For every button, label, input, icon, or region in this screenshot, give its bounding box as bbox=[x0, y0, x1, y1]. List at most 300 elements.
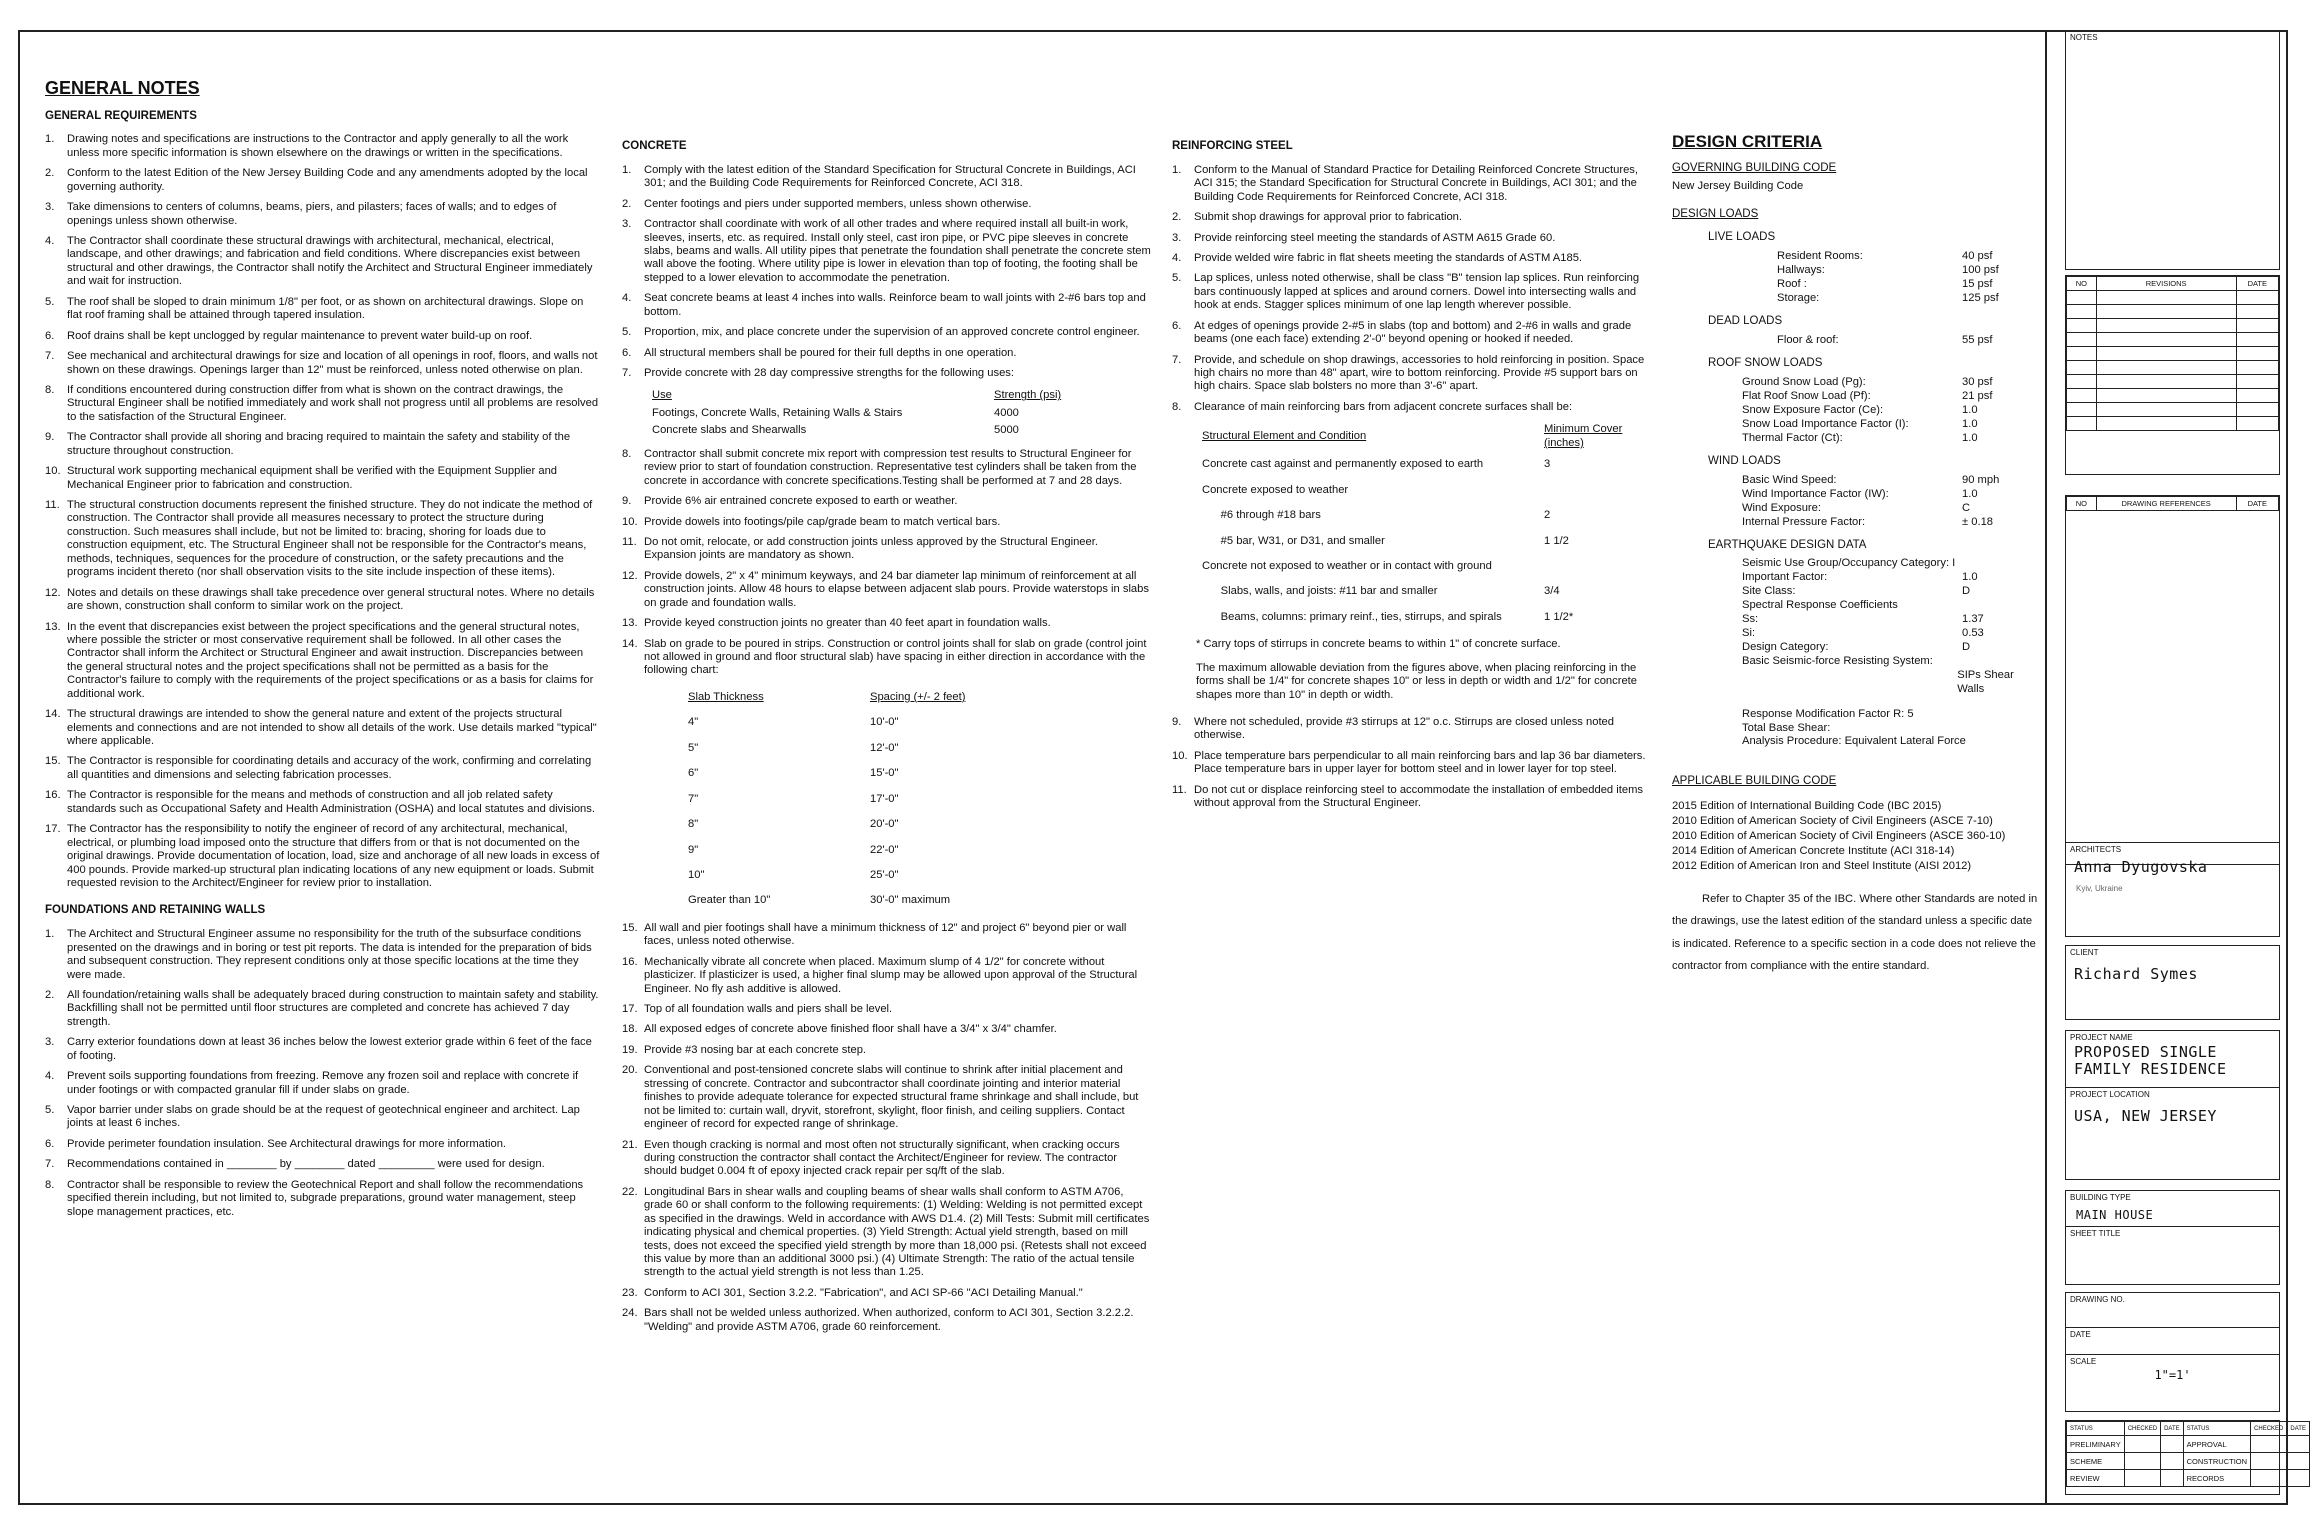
design-row bbox=[1777, 291, 2042, 305]
list-item bbox=[45, 431, 600, 458]
item-text: The Contractor is responsible for the means and methods of construction and all job related safety standards such as Occupational Safety and Health Administration (OSHA) and local statutes and divisions. bbox=[67, 789, 595, 815]
list-item bbox=[622, 292, 1152, 319]
design-value: 0.53 bbox=[1962, 627, 1984, 640]
design-row bbox=[1777, 277, 2042, 291]
item-text: Vapor barrier under slabs on grade should be at the request of geotechnical engineer and architect. Lap joints at least 6 inches. bbox=[67, 1104, 580, 1130]
grid-cell bbox=[2067, 347, 2097, 361]
item-number: 3. bbox=[1172, 231, 1182, 244]
project-name: PROPOSED SINGLE FAMILY RESIDENCE bbox=[2074, 1043, 2227, 1078]
design-label: Spectral Response Coefficients bbox=[1742, 599, 1898, 612]
building-type-label: BUILDING TYPE bbox=[2070, 1193, 2131, 1202]
concrete-heading: CONCRETE bbox=[622, 140, 687, 152]
grid-cell bbox=[2096, 319, 2236, 333]
status-row bbox=[2067, 1470, 2310, 1487]
status-header-cell: STATUS bbox=[2067, 1422, 2125, 1436]
list-item bbox=[1172, 320, 1652, 347]
design-criteria-column bbox=[1672, 132, 2042, 978]
list-item bbox=[622, 198, 1152, 211]
table-cell: 4000 bbox=[994, 406, 1019, 419]
table-cell: 15'-0" bbox=[870, 767, 899, 780]
snow-loads-heading: ROOF SNOW LOADS bbox=[1708, 357, 1823, 370]
list-item bbox=[622, 367, 1152, 380]
dead-loads-list bbox=[1777, 333, 2042, 347]
grid-cell bbox=[2067, 361, 2097, 375]
design-value: 15 psf bbox=[1962, 278, 1993, 291]
item-text: Center footings and piers under supported members, unless shown otherwise. bbox=[644, 197, 1032, 210]
item-number: 19. bbox=[622, 1043, 638, 1056]
status-cell: PRELIMINARY bbox=[2067, 1436, 2125, 1453]
design-row bbox=[1777, 333, 2042, 347]
item-number: 10. bbox=[622, 515, 638, 528]
table-header-cell: Minimum Cover (inches) bbox=[1544, 423, 1623, 449]
drawing-references-table bbox=[2066, 496, 2279, 511]
live-loads-heading: LIVE LOADS bbox=[1708, 231, 1776, 244]
table-row bbox=[1196, 529, 1652, 554]
item-number: 21. bbox=[622, 1138, 638, 1151]
item-number: 15. bbox=[622, 921, 638, 934]
earthquake-extra bbox=[1742, 708, 2042, 748]
list-item bbox=[45, 133, 600, 160]
list-item bbox=[45, 1104, 600, 1131]
table-cell: #6 through #18 bars bbox=[1202, 509, 1321, 522]
item-text: Do not omit, relocate, or add construction joints unless approved by the Structural Engineer. Expansion joints are mandatory as shown. bbox=[644, 535, 1098, 562]
table-row bbox=[682, 838, 971, 863]
item-text: The structural construction documents represent the finished structure. They do not indicate the method of construction. The Contractor shall provide all measures necessary to protect the structure during construction. Such measures shall include, but not be limited to: bracing, shoring for loads due to construction equipment, etc. The Structural Engineer shall not be responsible for the Contractor's means, methods, techniques, sequences for the procedure of construction, or the safety precautions and the programs incident thereto (nor shall observation visits to the site include inspection of these items). bbox=[67, 499, 593, 579]
item-number: 12. bbox=[622, 569, 638, 582]
table-cell: Footings, Concrete Walls, Retaining Walls & Stairs bbox=[652, 406, 903, 419]
item-number: 24. bbox=[622, 1307, 638, 1320]
list-item bbox=[622, 570, 1152, 610]
item-text: Submit shop drawings for approval prior to fabrication. bbox=[1194, 211, 1463, 224]
table-header-cell: Structural Element and Condition bbox=[1202, 430, 1367, 443]
table-header-cell: Strength (psi) bbox=[994, 389, 1062, 402]
item-number: 3. bbox=[45, 201, 55, 214]
status-cell bbox=[2251, 1436, 2287, 1453]
item-text: Provide dowels, 2" x 4" minimum keyways, and 24 bar diameter lap minimum of reinforcement at all construction joints. Allow 48 hours to elapse between adjacent slab pours. Provide waterstops in slabs on grade and foundation walls. bbox=[644, 569, 1149, 609]
client-label: CLIENT bbox=[2070, 948, 2099, 957]
grid-cell bbox=[2236, 417, 2278, 431]
list-item bbox=[45, 1070, 600, 1097]
design-value: 90 mph bbox=[1962, 473, 2000, 486]
item-text: Place temperature bars perpendicular to all main reinforcing bars and lap 36 bar diameters. Place temperature bars in upper layer for bottom steel and in lower layer for top steel. bbox=[1194, 749, 1646, 776]
item-text: The Contractor shall coordinate these structural drawings with architectural, mechanical, electrical, landscape, and other drawings; and fabrication and field conditions. Where discrepancies exist between structural and other drawings, the Contractor shall notify the Architect and Structural Engineer immediately and wait for instruction. bbox=[67, 235, 593, 288]
architect-name: Anna Dyugovska bbox=[2074, 858, 2208, 876]
design-row bbox=[1742, 403, 2042, 417]
live-loads-list bbox=[1777, 249, 2042, 305]
table-cell: 3/4 bbox=[1544, 585, 1560, 598]
design-value: 40 psf bbox=[1962, 250, 1993, 263]
applicable-code-item: 2010 Edition of American Society of Civil Engineers (ASCE 360-10) bbox=[1672, 829, 2006, 842]
list-item bbox=[45, 465, 600, 492]
design-label: Wind Importance Factor (IW): bbox=[1742, 487, 1889, 500]
status-header-cell: STATUS bbox=[2183, 1422, 2250, 1436]
list-item bbox=[622, 347, 1152, 360]
item-text: Roof drains shall be kept unclogged by regular maintenance to prevent water build-up on roof. bbox=[67, 329, 533, 342]
item-number: 22. bbox=[622, 1185, 638, 1198]
status-cell bbox=[2124, 1453, 2160, 1470]
item-text: At edges of openings provide 2-#5 in slabs (top and bottom) and 2-#6 in walls and grade beams (one each face) extending 2'-0" beyond opening or hooked if needed. bbox=[1194, 319, 1632, 346]
applicable-code-item: 2014 Edition of American Concrete Institute (ACI 318-14) bbox=[1672, 844, 1955, 857]
grid-row bbox=[2067, 403, 2279, 417]
list-item bbox=[45, 350, 600, 377]
list-item bbox=[45, 296, 600, 323]
list-item bbox=[1172, 750, 1652, 777]
design-value: 55 psf bbox=[1962, 334, 1993, 347]
status-cell: RECORDS bbox=[2183, 1470, 2250, 1487]
design-row bbox=[1742, 487, 2042, 501]
design-row bbox=[1742, 501, 2042, 515]
grid-row bbox=[2067, 389, 2279, 403]
item-number: 13. bbox=[622, 617, 638, 630]
slab-spacing-table bbox=[682, 685, 971, 914]
item-number: 5. bbox=[45, 295, 55, 308]
list-item bbox=[45, 167, 600, 194]
list-item bbox=[622, 1186, 1152, 1280]
earthquake-line: Total Base Shear: bbox=[1742, 721, 1831, 734]
grid-cell bbox=[2096, 361, 2236, 375]
item-text: Do not cut or displace reinforcing steel to accommodate the installation of embedded items without approval from the Structural Engineer. bbox=[1194, 783, 1643, 810]
item-number: 23. bbox=[622, 1286, 638, 1299]
list-item bbox=[45, 755, 600, 782]
item-text: Even though cracking is normal and most often not structurally significant, when cracking occurs during construction the contractor shall contact the Architect/Engineer for review. The contractor should budget 0.004 ft of epoxy injected crack repair per sq/ft of the slab. bbox=[644, 1138, 1120, 1178]
list-item bbox=[622, 218, 1152, 285]
design-label: Basic Wind Speed: bbox=[1742, 473, 1837, 486]
date-label: DATE bbox=[2066, 1327, 2279, 1354]
status-cell bbox=[2251, 1453, 2287, 1470]
table-row bbox=[682, 736, 971, 761]
list-item bbox=[622, 164, 1152, 191]
table-cell: 8" bbox=[688, 818, 699, 831]
list-item bbox=[45, 621, 600, 702]
item-text: Prevent soils supporting foundations from freezing. Remove any frozen soil and replace with concrete if under footings or with compacted granular fill if under slabs on grade. bbox=[67, 1070, 579, 1096]
drawing-no-label: DRAWING NO. bbox=[2070, 1295, 2125, 1304]
list-item bbox=[45, 330, 600, 343]
grid-header-cell: REVISIONS bbox=[2096, 277, 2236, 291]
item-number: 14. bbox=[622, 637, 638, 650]
design-row bbox=[1777, 263, 2042, 277]
design-value: 1.37 bbox=[1962, 613, 1984, 626]
design-row bbox=[1742, 515, 2042, 529]
table-cell: 22'-0" bbox=[870, 843, 899, 856]
item-text: Provide concrete with 28 day compressive strengths for the following uses: bbox=[644, 367, 1014, 380]
project-box bbox=[2065, 1030, 2280, 1180]
table-cell: #5 bar, W31, or D31, and smaller bbox=[1202, 534, 1385, 547]
notes-box bbox=[2065, 30, 2280, 270]
item-number: 1. bbox=[45, 133, 55, 146]
status-header-cell: DATE bbox=[2287, 1422, 2310, 1436]
item-number: 7. bbox=[622, 367, 632, 380]
general-requirements-heading: GENERAL REQUIREMENTS bbox=[45, 109, 197, 122]
grid-header-cell: DATE bbox=[2236, 497, 2278, 511]
status-header-cell: DATE bbox=[2161, 1422, 2184, 1436]
concrete-list-b bbox=[622, 448, 1152, 678]
item-text: Mechanically vibrate all concrete when placed. Maximum slump of 4 1/2" for concrete without plasticizer. If plasticizer is used, a higher final slump may be allowed upon approval of the Structural Engineer. No fly ash additive is allowed. bbox=[644, 955, 1138, 995]
table-header-row bbox=[682, 685, 971, 710]
table-cell: 12'-0" bbox=[870, 741, 899, 754]
applicable-code-item: 2015 Edition of International Building Code (IBC 2015) bbox=[1672, 799, 1942, 812]
design-label: Basic Seismic-force Resisting System: bbox=[1742, 655, 1933, 668]
list-item bbox=[622, 1064, 1152, 1131]
status-cell bbox=[2287, 1436, 2310, 1453]
deviation-note: The maximum allowable deviation from the figures above, when placing reinforcing in the forms shall be 1/4" for concrete shapes 10" or less in depth or width and 1/2" for concrete shapes more than 10" in depth or width. bbox=[1196, 661, 1638, 701]
design-row bbox=[1742, 584, 2042, 598]
architect-location: Kyiv, Ukraine bbox=[2076, 884, 2123, 893]
dead-loads-heading: DEAD LOADS bbox=[1708, 315, 1783, 328]
item-text: Where not scheduled, provide #3 stirrups at 12" o.c. Stirrups are closed unless noted otherwise. bbox=[1194, 716, 1615, 742]
earthquake-line: Response Modification Factor R: 5 bbox=[1742, 708, 1914, 721]
list-item bbox=[45, 928, 600, 982]
applicable-code-item: 2010 Edition of American Society of Civil Engineers (ASCE 7-10) bbox=[1672, 814, 1993, 827]
item-number: 13. bbox=[45, 620, 61, 633]
design-label: Thermal Factor (Ct): bbox=[1742, 431, 1843, 444]
item-number: 8. bbox=[45, 383, 55, 396]
grid-row bbox=[2067, 347, 2279, 361]
grid-cell bbox=[2236, 389, 2278, 403]
item-number: 1. bbox=[1172, 163, 1182, 176]
item-number: 9. bbox=[1172, 716, 1182, 729]
item-text: The Architect and Structural Engineer assume no responsibility for the truth of the subsurface conditions presented on the drawings and in boring or test pit reports. The data is intended for the preparation of bids and subsequent construction. They represent conditions only at those specific locations at the time they were made. bbox=[67, 928, 592, 981]
design-label: Important Factor: bbox=[1742, 571, 1828, 584]
list-item bbox=[622, 326, 1152, 339]
table-header-cell: Use bbox=[652, 389, 672, 402]
grid-cell bbox=[2236, 291, 2278, 305]
grid-cell bbox=[2096, 417, 2236, 431]
item-text: All wall and pier footings shall have a minimum thickness of 12" and project 6" beyond pier or wall faces, unless noted otherwise. bbox=[644, 921, 1127, 948]
grid-cell bbox=[2096, 403, 2236, 417]
item-number: 3. bbox=[45, 1036, 55, 1049]
design-label: Ground Snow Load (Pg): bbox=[1742, 375, 1866, 388]
table-cell: 10" bbox=[688, 868, 705, 881]
design-label: Flat Roof Snow Load (Pf): bbox=[1742, 389, 1871, 402]
design-value: 100 psf bbox=[1962, 264, 1999, 277]
table-cell bbox=[1538, 554, 1652, 579]
list-item bbox=[1172, 401, 1652, 414]
list-item bbox=[1172, 272, 1652, 312]
item-text: Conform to ACI 301, Section 3.2.2. "Fabrication", and ACI SP-66 "ACI Detailing Manual." bbox=[644, 1286, 1083, 1299]
status-cell: APPROVAL bbox=[2183, 1436, 2250, 1453]
design-label bbox=[1742, 668, 1957, 696]
earthquake-list bbox=[1742, 556, 2042, 696]
design-label: Snow Load Importance Factor (I): bbox=[1742, 417, 1909, 430]
item-text: The Contractor shall provide all shoring and bracing required to maintain the safety and stability of the structure throughout construction. bbox=[67, 431, 571, 457]
item-number: 6. bbox=[622, 346, 632, 359]
table-row bbox=[1196, 579, 1652, 604]
status-cell: SCHEME bbox=[2067, 1453, 2125, 1470]
table-cell: 20'-0" bbox=[870, 818, 899, 831]
earthquake-heading: EARTHQUAKE DESIGN DATA bbox=[1708, 538, 1867, 551]
status-cell: REVIEW bbox=[2067, 1470, 2125, 1487]
list-item bbox=[622, 617, 1152, 630]
item-text: Carry exterior foundations down at least 36 inches below the lowest exterior grade within 6 feet of the face of footing. bbox=[67, 1036, 592, 1062]
design-row bbox=[1742, 473, 2042, 487]
status-cell bbox=[2287, 1470, 2310, 1487]
concrete-column bbox=[622, 140, 1152, 1341]
item-number: 5. bbox=[45, 1104, 55, 1116]
design-row bbox=[1742, 431, 2042, 445]
table-header-cell: Spacing (+/- 2 feet) bbox=[870, 690, 966, 703]
item-text: Slab on grade to be poured in strips. Construction or control joints shall for slab on grade (control joint not allowed in ground and floor structural slab) have spacing in either direction in accordance with the following chart: bbox=[644, 637, 1147, 677]
item-text: All structural members shall be poured for their full depths in one operation. bbox=[644, 346, 1017, 359]
table-cell: Greater than 10" bbox=[688, 894, 771, 907]
list-item bbox=[622, 638, 1152, 678]
item-text: Recommendations contained in ________ by ________ dated _________ were used for design. bbox=[67, 1158, 545, 1171]
item-text: Conform to the latest Edition of the New Jersey Building Code and any amendments adopted by the local governing authority. bbox=[67, 167, 588, 193]
design-value: 1.0 bbox=[1962, 487, 1978, 500]
status-box bbox=[2065, 1420, 2306, 1495]
project-location-label: PROJECT LOCATION bbox=[2066, 1087, 2279, 1101]
status-table bbox=[2066, 1421, 2310, 1487]
table-row bbox=[1196, 503, 1652, 528]
design-value: 1.0 bbox=[1962, 403, 1978, 416]
grid-row bbox=[2067, 305, 2279, 319]
item-text: All foundation/retaining walls shall be adequately braced during construction to maintain safety and stability. Backfilling shall not be permitted until floor structures are completed and concrete has achieved 7 day strength. bbox=[67, 988, 599, 1028]
list-item bbox=[45, 1138, 600, 1151]
table-cell: 1 1/2* bbox=[1544, 610, 1574, 623]
table-cell: 1 1/2 bbox=[1544, 534, 1569, 547]
grid-row bbox=[2067, 361, 2279, 375]
design-row bbox=[1742, 640, 2042, 654]
item-number: 11. bbox=[622, 535, 637, 548]
item-number: 1. bbox=[622, 163, 632, 176]
table-cell: Concrete slabs and Shearwalls bbox=[652, 424, 807, 437]
project-name-label: PROJECT NAME bbox=[2070, 1033, 2133, 1042]
item-number: 7. bbox=[45, 1158, 55, 1171]
earthquake-line: Analysis Procedure: Equivalent Lateral Force bbox=[1742, 735, 1966, 748]
design-label: Si: bbox=[1742, 627, 1756, 640]
design-row bbox=[1742, 668, 2042, 696]
item-number: 9. bbox=[622, 495, 632, 508]
item-text: Provide, and schedule on shop drawings, accessories to hold reinforcing in position. Space high chairs no more than 48" apart, wire to bottom reinforcing. Provide #5 support bars on high chairs. Space slab bolsters no more than 3'-6" apart. bbox=[1194, 353, 1645, 393]
grid-cell bbox=[2236, 361, 2278, 375]
table-cell: 5000 bbox=[994, 424, 1019, 437]
grid-cell bbox=[2067, 389, 2097, 403]
item-number: 4. bbox=[1172, 251, 1182, 264]
design-value: ± 0.18 bbox=[1962, 515, 1994, 528]
grid-cell bbox=[2236, 347, 2278, 361]
status-header-cell: CHECKED bbox=[2124, 1422, 2160, 1436]
status-cell bbox=[2251, 1470, 2287, 1487]
building-type-box bbox=[2065, 1190, 2280, 1285]
item-number: 6. bbox=[1172, 319, 1182, 332]
item-text: Provide #3 nosing bar at each concrete step. bbox=[644, 1043, 867, 1056]
drawing-info-box bbox=[2065, 1292, 2280, 1412]
design-row bbox=[1742, 612, 2042, 626]
table-cell: Beams, columns: primary reinf., ties, stirrups, and spirals bbox=[1202, 610, 1502, 623]
grid-cell bbox=[2236, 403, 2278, 417]
status-cell bbox=[2161, 1470, 2184, 1487]
list-item bbox=[1172, 784, 1652, 811]
grid-row bbox=[2067, 319, 2279, 333]
item-text: The Contractor has the responsibility to notify the engineer of record of any architectural, mechanical, electrical, or plumbing load imposed onto the structure that differs from or that is not documented on the original drawings. Provide documentation of location, load, size and anchorage of all new loads in excess of 400 pounds. Provide marked-up structural plan indicating locations of any new equipment or loads. Submit requested revision to the Architect/Engineer for review prior to installation. bbox=[67, 823, 600, 889]
scale-value: 1"=1' bbox=[2154, 1368, 2191, 1382]
client-box bbox=[2065, 945, 2280, 1020]
item-number: 16. bbox=[622, 955, 638, 968]
item-text: Structural work supporting mechanical equipment shall be verified with the Equipment Supplier and Mechanical Engineer prior to fabrication and construction. bbox=[67, 465, 558, 491]
grid-cell bbox=[2236, 319, 2278, 333]
list-item bbox=[1172, 252, 1652, 265]
design-row bbox=[1742, 570, 2042, 584]
table-cell: 3 bbox=[1544, 458, 1551, 471]
list-item bbox=[45, 789, 600, 816]
design-value: 30 psf bbox=[1962, 375, 1993, 388]
grid-cell bbox=[2067, 375, 2097, 389]
item-text: Contractor shall be responsible to review the Geotechnical Report and shall follow the recommendations specified therein including, but not limited to, subgrade preparations, ground water management, steep slope management practices, etc. bbox=[67, 1178, 584, 1218]
list-item bbox=[622, 1023, 1152, 1036]
item-number: 17. bbox=[622, 1003, 638, 1016]
status-header-row bbox=[2067, 1422, 2310, 1436]
item-number: 4. bbox=[622, 292, 632, 305]
item-number: 16. bbox=[45, 789, 61, 802]
item-text: Comply with the latest edition of the Standard Specification for Structural Concrete in Buildings, ACI 301; and the Building Code Requirements for Reinforced Concrete, ACI 318. bbox=[644, 163, 1136, 190]
item-text: All exposed edges of concrete above finished floor shall have a 3/4" x 3/4" chamfer. bbox=[644, 1023, 1057, 1036]
revisions-box bbox=[2065, 275, 2280, 475]
design-value: 1.0 bbox=[1962, 431, 1978, 444]
design-label: Hallways: bbox=[1777, 264, 1825, 277]
design-row bbox=[1777, 249, 2042, 263]
item-number: 2. bbox=[1172, 211, 1182, 224]
scale-label: SCALE bbox=[2066, 1354, 2279, 1368]
item-number: 1. bbox=[45, 928, 55, 941]
list-item bbox=[622, 1003, 1152, 1016]
item-text: Lap splices, unless noted otherwise, shall be class "B" tension lap splices. Run reinforcing bars continuously lapped at splices and around corners. Dowel into intersecting walls and hook at ends. Stagger splices minimum of one lap length wherever possible. bbox=[1194, 272, 1640, 312]
grid-row bbox=[2067, 333, 2279, 347]
design-row bbox=[1742, 598, 2042, 612]
reinforcing-list-a bbox=[1172, 164, 1652, 415]
design-label: Resident Rooms: bbox=[1777, 250, 1863, 263]
list-item bbox=[1172, 232, 1652, 245]
status-row bbox=[2067, 1436, 2310, 1453]
table-row bbox=[682, 761, 971, 786]
design-value: 125 psf bbox=[1962, 292, 1999, 305]
item-number: 2. bbox=[622, 197, 632, 210]
item-number: 9. bbox=[45, 431, 55, 444]
item-text: Contractor shall coordinate with work of all other trades and where required install all built-in work, sleeves, inserts, etc. as required. Install only steel, cast iron pipe, or PVC pipe sleeves in concrete slabs, beams and walls. All utility pipes that penetrate the foundation shall penetrate the concrete stem wall above the footing. Where utility pipe is lower in elevation than top of footing, the footing shall be stepped to a lower elevation to accommodate the penetration. bbox=[644, 218, 1151, 284]
list-item bbox=[45, 1036, 600, 1063]
status-cell bbox=[2124, 1470, 2160, 1487]
table-cell: Slabs, walls, and joists: #11 bar and smaller bbox=[1202, 585, 1438, 598]
table-row bbox=[682, 710, 971, 735]
general-notes-column bbox=[45, 78, 600, 1226]
grid-cell bbox=[2096, 375, 2236, 389]
grid-header-cell: NO bbox=[2067, 497, 2097, 511]
item-text: Top of all foundation walls and piers shall be level. bbox=[644, 1003, 893, 1016]
status-cell: CONSTRUCTION bbox=[2183, 1453, 2250, 1470]
design-row bbox=[1742, 654, 2042, 668]
table-row bbox=[646, 405, 1067, 422]
grid-cell bbox=[2067, 305, 2097, 319]
item-text: The structural drawings are intended to show the general nature and extent of the projects structural elements and connections and are not intended to show all details of the work. Use details marked "typical" where applicable. bbox=[67, 708, 597, 748]
table-cell: 7" bbox=[688, 792, 699, 805]
table-row bbox=[682, 787, 971, 812]
list-item bbox=[45, 708, 600, 748]
list-item bbox=[622, 516, 1152, 529]
reinforcing-column bbox=[1172, 140, 1652, 818]
table-cell: 25'-0" bbox=[870, 868, 899, 881]
table-row bbox=[1196, 554, 1652, 579]
grid-cell bbox=[2067, 417, 2097, 431]
list-item bbox=[45, 823, 600, 890]
title-block bbox=[2045, 30, 2306, 1505]
table-row bbox=[682, 863, 971, 888]
table-cell: 5" bbox=[688, 741, 699, 754]
table-cell: 2 bbox=[1544, 509, 1551, 522]
status-row bbox=[2067, 1453, 2310, 1470]
item-text: See mechanical and architectural drawings for size and location of all openings in roof, floors, and walls not shown on these drawings. Openings larger than 12" must be reinforced, unless noted otherwise on plan. bbox=[67, 350, 598, 376]
item-number: 2. bbox=[45, 988, 55, 1001]
grid-cell bbox=[2067, 319, 2097, 333]
table-header-cell: Slab Thickness bbox=[688, 690, 764, 703]
grid-cell bbox=[2236, 375, 2278, 389]
